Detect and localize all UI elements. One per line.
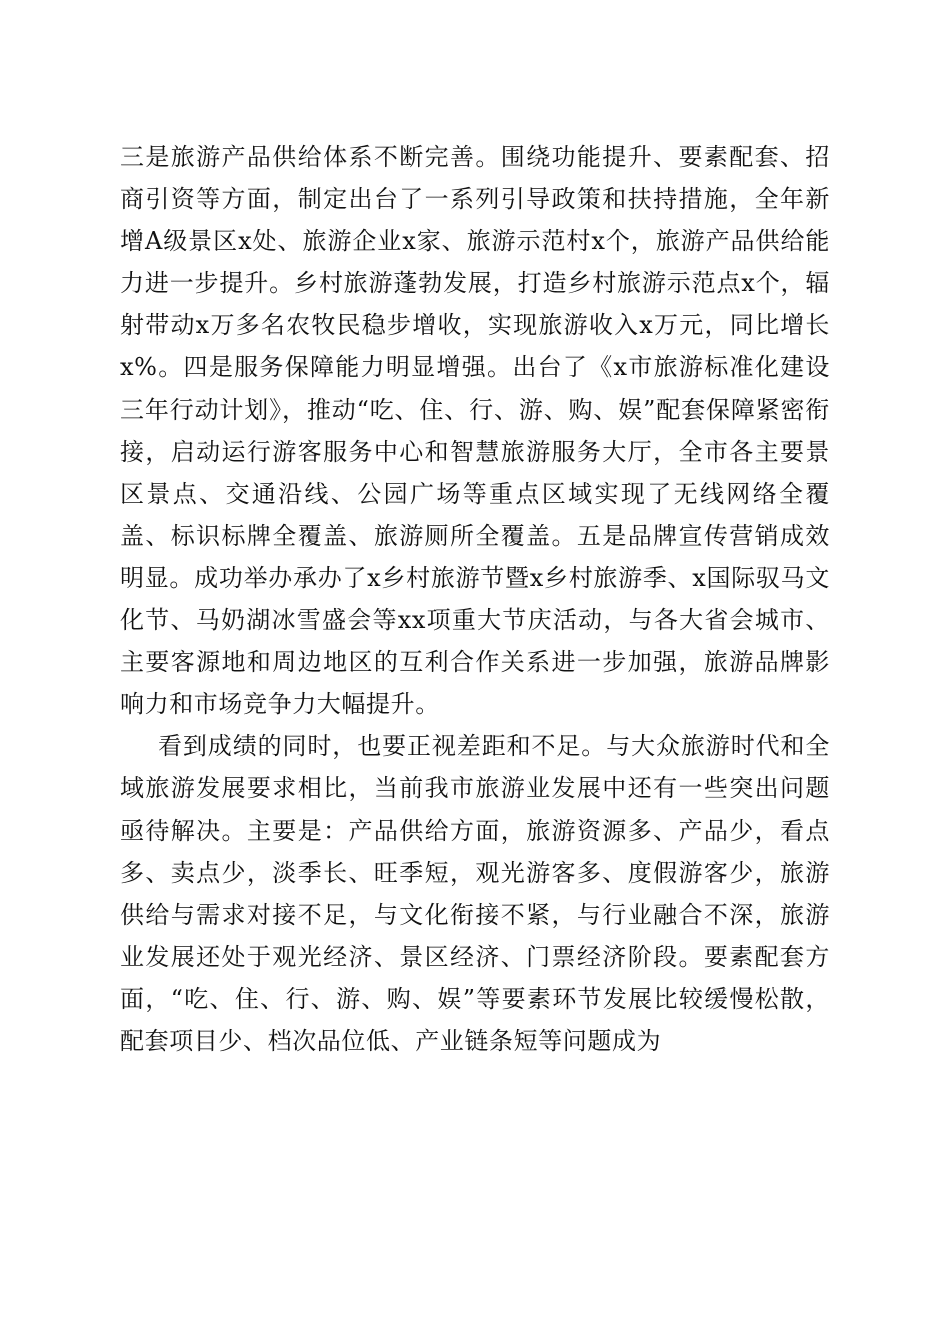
paragraph-achievements: 三是旅游产品供给体系不断完善。围绕功能提升、要素配套、招商引资等方面，制定出台了一系列引导政策和扶持措施，全年新增A级景区x处、旅游企业x家、旅游示范村x个，旅游产品供给能力进一步提升。乡村旅游蓬勃发展，打造乡村旅游示范点x个，辐射带动x万多名农牧民稳步增收，实现旅游收入x万元，同比增长x%。四是服务保障能力明显增强。出台了《x市旅游标准化建设三年行动计划》，推动“吃、住、行、游、购、娱”配套保障紧密衔接，启动运行游客服务中心和智慧旅游服务大厅，全市各主要景区景点、交通沿线、公园广场等重点区域实现了无线网络全覆盖、标识标牌全覆盖、旅游厕所全覆盖。五是品牌宣传营销成效明显。成功举办承办了x乡村旅游节暨x乡村旅游季、x国际驭马文化节、马奶湖冰雪盛会等xx项重大节庆活动，与各大省会城市、主要客源地和周边地区的互利合作关系进一步加强，旅游品牌影响力和市场竞争力大幅提升。 <box>120 143 830 719</box>
document-body <box>120 136 830 1062</box>
paragraph-shortcomings: 看到成绩的同时，也要正视差距和不足。与大众旅游时代和全域旅游发展要求相比，当前我市旅游业发展中还有一些突出问题亟待解决。主要是：产品供给方面，旅游资源多、产品少，看点多、卖点少，淡季长、旺季短，观光游客多、度假游客少，旅游供给与需求对接不足，与文化衔接不紧，与行业融合不深，旅游业发展还处于观光经济、景区经济、门票经济阶段。要素配套方面，“吃、住、行、游、购、娱”等要素环节发展比较缓慢松散，配套项目少、档次品位低、产业链条短等问题成为 <box>120 732 830 1055</box>
